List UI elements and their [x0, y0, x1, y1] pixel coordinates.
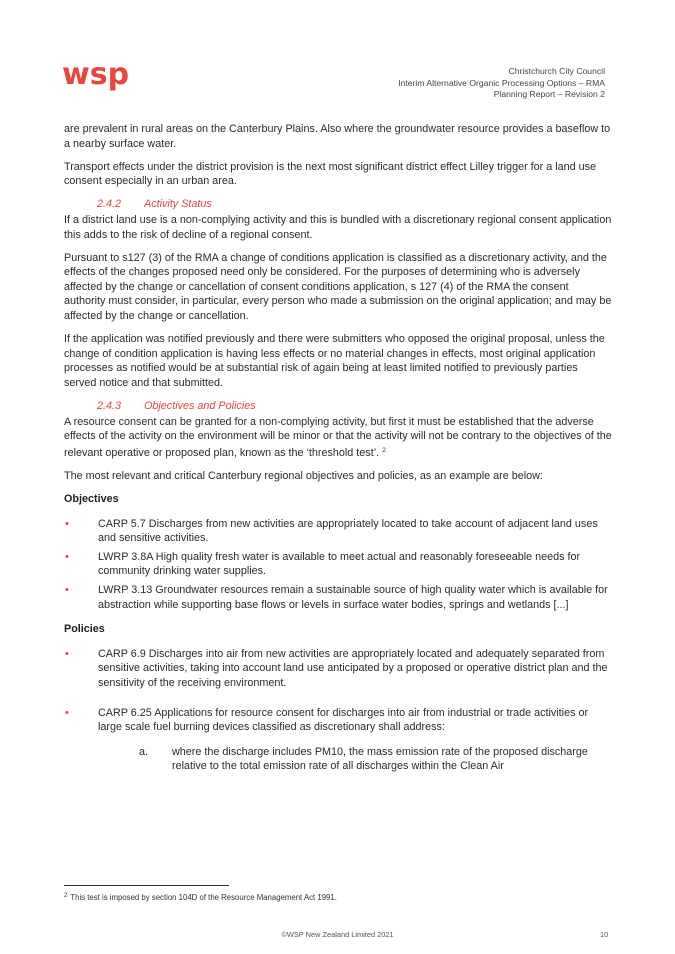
- logo-text: wsp: [62, 60, 130, 92]
- policies-list: [64, 647, 612, 774]
- list-item: • CARP 6.9 Discharges into air from new activities are appropriately located and adequately separated from sensitive activities, taking into account land use anticipated by a proposed or operative district plan and the sensitivity of the receiving environment.: [65, 647, 608, 689]
- footnote-reference[interactable]: 2: [382, 446, 386, 454]
- section-title: Objectives and Policies: [144, 400, 256, 412]
- paragraph: Transport effects under the district provision is the next most significant district effect Lilley trigger for a land use consent especially in an urban area.: [64, 160, 597, 188]
- section-number: 2.4.2: [97, 198, 122, 211]
- list-item: • CARP 5.7 Discharges from new activities are appropriately located to take account of adjacent land uses and sensitive activities.: [65, 517, 598, 545]
- sub-list-item: [98, 745, 612, 774]
- header-project: Interim Alternative Organic Processing Options – RMA: [398, 77, 605, 88]
- section-number: 2.4.3: [97, 400, 122, 412]
- paragraph: If a district land use is a non-complying activity and this is bundled with a discretionary regional consent application this adds to the risk of decline of a regional consent.: [64, 213, 612, 241]
- sub-list-letter: a.: [139, 745, 149, 758]
- bullet-icon: •: [65, 550, 69, 563]
- section-heading-2-4-3: [97, 399, 612, 414]
- document-header: [398, 66, 605, 101]
- list-item: • LWRP 3.13 Groundwater resources remain a sustainable source of high quality water which is available for abstraction while supporting base flows or levels in surface water bodies, springs and wetlands [...]: [65, 583, 608, 611]
- header-report: Planning Report – Revision 2: [493, 89, 605, 99]
- footnote-divider: [64, 885, 229, 886]
- section-title: Activity Status: [144, 198, 212, 211]
- paragraph: The most relevant and critical Canterbury regional objectives and policies, as an example are below:: [64, 469, 543, 482]
- list-item: • LWRP 3.8A High quality fresh water is available to meet actual and reasonably foreseeable needs for community drinking water supplies.: [65, 550, 581, 578]
- objectives-heading: Objectives: [64, 492, 119, 505]
- policies-heading: Policies: [64, 623, 105, 636]
- paragraph-threshold-test: [64, 415, 612, 461]
- footnote-mark: 2: [64, 893, 68, 899]
- bullet-icon: •: [65, 517, 69, 530]
- paragraph: Pursuant to s127 (3) of the RMA a change of conditions application is classified as a discretionary activity, and the effects of the changes proposed need only be considered. For the purposes of determining who is adversely affected by the change or cancellation of consent conditions application, s 127 (4) of the RMA the consent authority must consider, in particular, every person who made a submission on the original application; and may be affected by the change or cancellation.: [64, 251, 612, 323]
- list-item: • CARP 6.25 Applications for resource consent for discharges into air from industrial or trade activities or large scale fuel burning devices classified as discretionary shall address: a. where the discharge includes PM10, the mass emission rate of the proposed discharge relative to the total emission rate of all discharges within the Clean Air: [64, 706, 612, 774]
- footnote-text: This test is imposed by section 104D of the Resource Management Act 1991.: [70, 893, 337, 902]
- paragraph-text: A resource consent can be granted for a non-complying activity, but first it must be established that the adverse effects of the activity on the environment will be minor or that the activity will not be contrary to the objectives of the relevant operative or proposed plan, known as the ‘threshold test’.: [64, 415, 612, 459]
- bullet-icon: •: [65, 583, 69, 596]
- footnote: [64, 893, 337, 902]
- header-client: Christchurch City Council: [508, 66, 605, 76]
- bullet-icon: •: [65, 647, 69, 660]
- objectives-list: [64, 517, 612, 613]
- wsp-logo: [62, 60, 140, 105]
- bullet-icon: •: [65, 706, 69, 719]
- page-number: 10: [600, 930, 609, 939]
- footer-copyright: ©WSP New Zealand Limited 2021: [281, 930, 394, 939]
- page-body: [64, 122, 612, 784]
- paragraph: If the application was notified previously and there were submitters who opposed the original proposal, unless the change of condition application is having less effects or no material changes in effects, most original application processes as notified would be at substantial risk of again being at least limited notified to previously parties served notice and that submitted.: [64, 333, 605, 389]
- paragraph: are prevalent in rural areas on the Canterbury Plains. Also where the groundwater resource provides a baseflow to a nearby surface water.: [64, 123, 611, 150]
- sub-list-text: where the discharge includes PM10, the mass emission rate of the proposed discharge relative to the total emission rate of all discharges within the Clean Air: [172, 745, 588, 773]
- section-heading-2-4-2: [97, 197, 612, 212]
